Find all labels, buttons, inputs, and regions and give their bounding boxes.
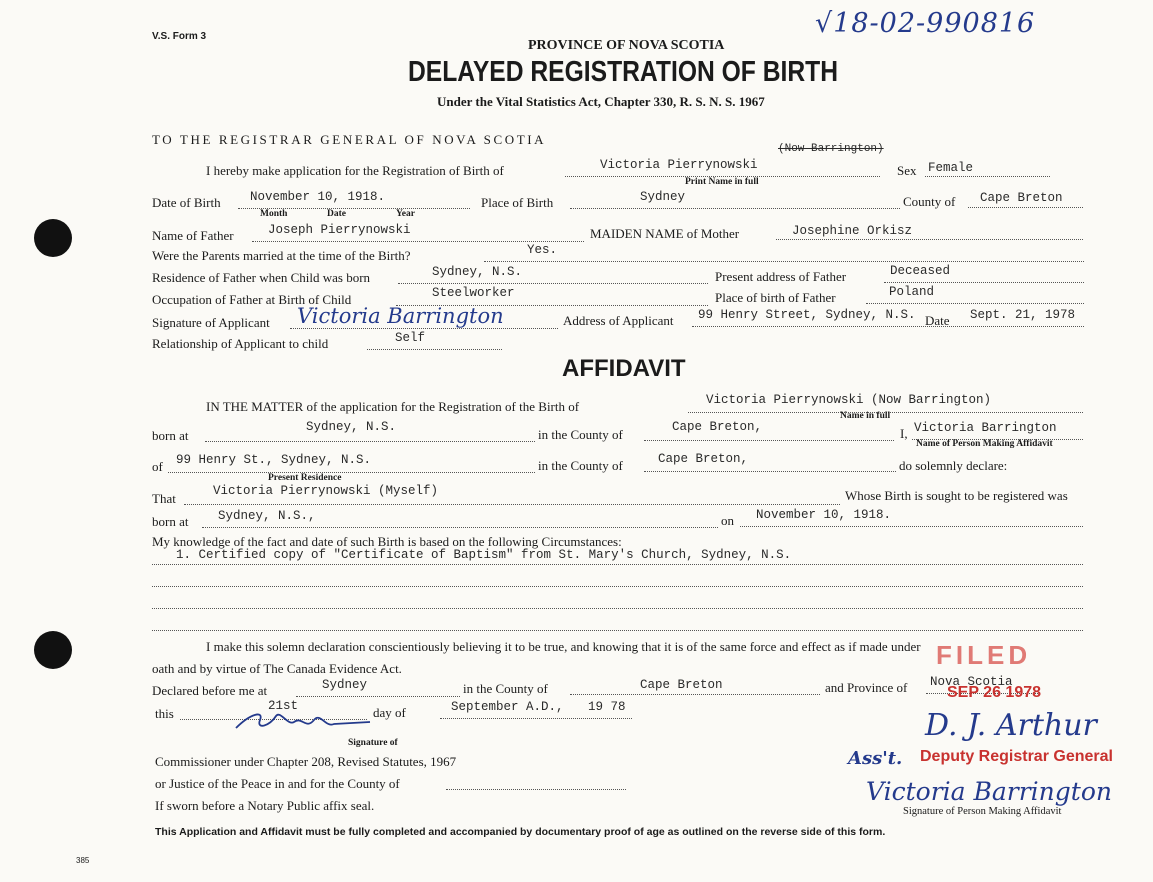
year-caption: Year <box>396 209 415 219</box>
addressee: TO THE REGISTRAR GENERAL OF NOVA SCOTIA <box>152 132 547 147</box>
place-label: Place of Birth <box>481 195 554 210</box>
born-at-value: Sydney, N.S. <box>306 420 397 434</box>
county-value: Cape Breton <box>980 191 1063 205</box>
commissioner-line: Commissioner under Chapter 208, Revised Statutes, 1967 <box>155 754 457 769</box>
affiant-signature-caption: Signature of Person Making Affidavit <box>903 806 1062 817</box>
born-at-value-2: Sydney, N.S., <box>218 509 316 523</box>
that-value: Victoria Pierrynowski (Myself) <box>213 484 439 498</box>
month-value: September A.D., <box>451 700 564 714</box>
married-label: Were the Parents married at the time of the Birth? <box>152 248 411 263</box>
declare-label: do solemnly declare: <box>899 458 1008 473</box>
province-label: and Province of <box>825 680 908 695</box>
sex-label: Sex <box>897 163 917 178</box>
residence-county-label: in the County of <box>538 458 623 473</box>
matter-label: IN THE MATTER of the application for the Registration of the Birth of <box>206 399 580 414</box>
affiant-residence: 99 Henry St., Sydney, N.S. <box>176 453 372 467</box>
punch-hole-bottom <box>34 631 72 669</box>
residence-label: Residence of Father when Child was born <box>152 270 371 285</box>
born-at-label: born at <box>152 428 189 443</box>
i-label: I, <box>900 426 908 441</box>
affidavit-heading: AFFIDAVIT <box>562 355 686 382</box>
knowledge-label: My knowledge of the fact and date of such Birth is based on the following Circumstances: <box>152 534 622 549</box>
relationship-value: Self <box>395 331 426 345</box>
applicant-address-value: 99 Henry Street, Sydney, N.S. <box>698 308 916 322</box>
occupation-value: Steelworker <box>432 286 515 300</box>
residence-caption: Present Residence <box>268 473 342 483</box>
solemn-line-2: oath and by virtue of The Canada Evidence Act. <box>152 661 402 676</box>
print-name-caption: Print Name in full <box>685 177 759 187</box>
father-label: Name of Father <box>152 228 234 243</box>
commissioner-signature <box>230 700 380 740</box>
present-address-label: Present address of Father <box>715 269 847 284</box>
present-address-value: Deceased <box>890 264 951 278</box>
place-value: Sydney <box>640 190 686 204</box>
dob-value: November 10, 1918. <box>250 190 386 204</box>
form-number: V.S. Form 3 <box>152 31 207 42</box>
matter-name: Victoria Pierrynowski (Now Barrington) <box>706 393 992 407</box>
county-label: County of <box>903 194 956 209</box>
occupation-label: Occupation of Father at Birth of Child <box>152 292 352 307</box>
justice-line: or Justice of the Peace in and for the County of <box>155 776 400 791</box>
punch-hole-top <box>34 219 72 257</box>
born-county-value: Cape Breton, <box>672 420 763 434</box>
declared-county-label: in the County of <box>463 681 548 696</box>
date-caption: Date <box>327 209 346 219</box>
date-label: Date <box>925 313 950 328</box>
father-birthplace-label: Place of birth of Father <box>715 290 836 305</box>
dob-label: Date of Birth <box>152 195 221 210</box>
notary-line: If sworn before a Notary Public affix seal. <box>155 798 375 813</box>
mother-label: MAIDEN NAME of Mother <box>590 226 740 241</box>
residence-county-value: Cape Breton, <box>658 452 749 466</box>
affiant-name: Victoria Barrington <box>914 421 1057 435</box>
form-title: DELAYED REGISTRATION OF BIRTH <box>408 56 839 88</box>
born-at-label-2: born at <box>152 514 189 529</box>
day-value: 21st <box>268 699 299 713</box>
residence-value: Sydney, N.S. <box>432 265 523 279</box>
page-code: 385 <box>76 856 90 865</box>
applicant-name: Victoria Pierrynowski <box>600 158 758 172</box>
intro-label: I hereby make application for the Registration of Birth of <box>206 163 504 178</box>
affiant-caption: Name of Person Making Affidavit <box>916 439 1053 449</box>
deputy-registrar-stamp: Deputy Registrar General <box>920 748 1113 765</box>
applicant-address-label: Address of Applicant <box>563 313 674 328</box>
province-heading: PROVINCE OF NOVA SCOTIA <box>528 38 725 53</box>
signature-of-caption: Signature of <box>348 738 398 748</box>
asst-handwriting: Ass't. <box>848 748 903 769</box>
declared-county: Cape Breton <box>640 678 723 692</box>
affiant-signature: Victoria Barrington <box>866 777 1112 806</box>
this-label: this <box>155 706 174 721</box>
handwritten-reference: √18-02-990816 <box>815 8 1036 39</box>
form-subtitle: Under the Vital Statistics Act, Chapter 330, R. S. N. S. 1967 <box>437 94 765 109</box>
solemn-line-1: I make this solemn declaration conscientiously believing it to be true, and knowing that it is of the same force and effect as if made under <box>206 639 921 654</box>
that-label: That <box>152 491 176 506</box>
footer-note: This Application and Affidavit must be fully completed and accompanied by documentary proof of age as outlined on the reverse side of this form. <box>155 826 886 838</box>
born-county-label: in the County of <box>538 427 623 442</box>
date-value: Sept. 21, 1978 <box>970 308 1076 322</box>
whose-label: Whose Birth is sought to be registered was <box>845 488 1068 503</box>
of-label: of <box>152 459 163 474</box>
circumstance-1: 1. Certified copy of "Certificate of Baptism" from St. Mary's Church, Sydney, N.S. <box>176 548 792 562</box>
on-date: November 10, 1918. <box>756 508 892 522</box>
declared-label: Declared before me at <box>152 683 268 698</box>
on-label: on <box>721 513 734 528</box>
name-in-full-caption: Name in full <box>840 411 891 421</box>
relationship-label: Relationship of Applicant to child <box>152 336 329 351</box>
declared-province: Nova Scotia <box>930 675 1013 689</box>
mother-value: Josephine Orkisz <box>792 224 913 238</box>
father-value: Joseph Pierrynowski <box>268 223 411 237</box>
declared-at: Sydney <box>322 678 368 692</box>
year-value: 19 78 <box>588 700 626 714</box>
sex-value: Female <box>928 161 974 175</box>
married-value: Yes. <box>527 243 558 257</box>
registrar-signature: D. J. Arthur <box>925 708 1097 743</box>
struck-name: (Now Barrington) <box>778 143 884 155</box>
filed-date-stamp: SEP 26 1978 <box>947 684 1042 701</box>
applicant-signature: Victoria Barrington <box>297 304 504 328</box>
father-birthplace-value: Poland <box>889 285 935 299</box>
signature-label: Signature of Applicant <box>152 315 270 330</box>
month-caption: Month <box>260 209 288 219</box>
day-of-label: day of <box>373 705 406 720</box>
filed-stamp: FILED <box>936 640 1032 670</box>
